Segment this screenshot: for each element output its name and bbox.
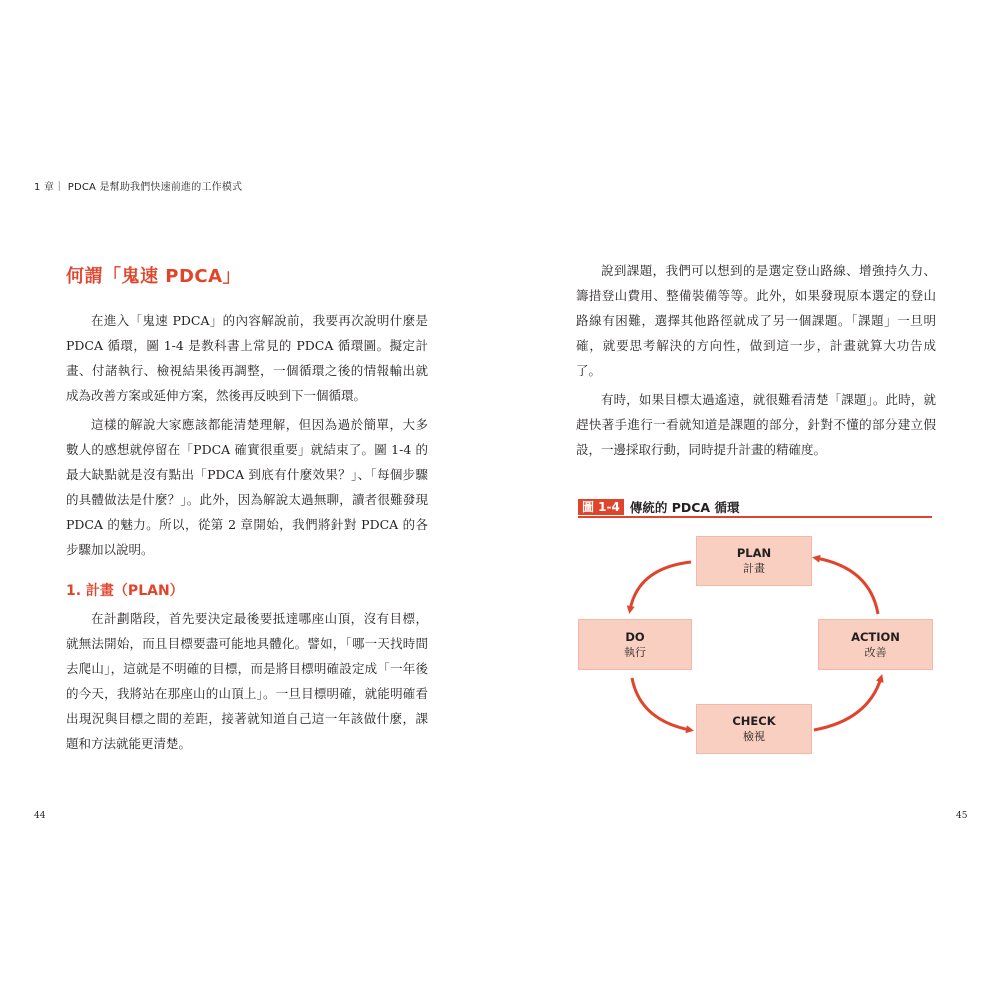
paragraph: 有時，如果目標太過遙遠，就很難看清楚「課題」。此時，就趕快著手進行一看就知道是課題的部分，針對不懂的部分建立假設，一邊採取行動，同時提升計畫的精確度。 xyxy=(576,392,936,457)
check-label-en: CHECK xyxy=(732,714,776,728)
right-page xyxy=(576,258,936,466)
arrow-action-to-plan xyxy=(816,558,878,614)
action-label-en: ACTION xyxy=(851,629,900,644)
figure-title: 傳統的 PDCA 循環 xyxy=(629,500,740,515)
paragraph: 這樣的解說大家應該都能清楚理解，但因為過於簡單，大多數人的感想就停留在「PDCA 確實很重要」就結束了。圖 1-4 的最大缺點就是沒有點出「PDCA 到底有什麼效果？」、「每個步驟的具體做法是什麼？」。此外，因為解說太過無聊，讀者很難發現 PDCA 的魅力。所以，從第 2 章開始，我們將針對 PDCA 的各步驟加以說明。 xyxy=(66,417,428,557)
pdca-figure xyxy=(578,498,932,760)
do-label-zh: 執行 xyxy=(624,645,646,659)
paragraph: 在計劃階段，首先要決定最後要抵達哪座山頂，沒有目標，就無法開始，而且目標要盡可能地具體化。譬如，「哪一天找時間去爬山」，這就是不明確的目標，而是將目標明確設定成「一年後的今天，我將站在那座山的山頂上」。一旦目標明確，就能明確看出現況與目標之間的差距，接著就知道自己這一年該做什麼，課題和方法就能更清楚。 xyxy=(66,611,428,751)
action-label-zh: 改善 xyxy=(864,645,887,659)
do-box xyxy=(578,619,692,670)
running-head: 1 章｜ PDCA 是幫助我們快速前進的工作模式 xyxy=(34,182,243,193)
left-page xyxy=(66,262,428,760)
paragraph: 在進入「鬼速 PDCA」的內容解說前，我要再次說明什麼是 PDCA 循環，圖 1-4 是教科書上常見的 PDCA 循環圖。擬定計畫、付諸執行、檢視結果後再調整，一個循環之後的情報輸出就成為改善方案或延伸方案，然後再反映到下一個循環。 xyxy=(66,313,428,403)
plan-box xyxy=(696,536,812,586)
arrow-do-to-check xyxy=(632,678,690,730)
check-label-zh: 檢視 xyxy=(743,730,765,743)
paragraph: 說到課題，我們可以想到的是選定登山路線、增強持久力、籌措登山費用、整備裝備等等。此外，如果發現原本選定的登山路線有困難，選擇其他路徑就成了另一個課題。「課題」一旦明確，就要思考解決的方向性，做到這一步，計畫就算大功告成了。 xyxy=(576,263,936,378)
arrow-check-to-action xyxy=(814,678,881,730)
plan-label-en: PLAN xyxy=(736,546,772,560)
arrow-plan-to-do xyxy=(630,562,691,610)
action-box xyxy=(818,619,933,670)
page-number-left: 44 xyxy=(34,811,46,821)
plan-label-zh: 計畫 xyxy=(743,562,765,575)
do-label-en: DO xyxy=(625,629,645,644)
check-box xyxy=(696,704,812,754)
figure-label: 圖 1-4 xyxy=(578,499,624,515)
page-number-right: 45 xyxy=(956,811,968,821)
subsection-title: 1. 計畫（PLAN） xyxy=(66,583,184,599)
section-title: 何謂「鬼速 PDCA」 xyxy=(66,266,242,287)
